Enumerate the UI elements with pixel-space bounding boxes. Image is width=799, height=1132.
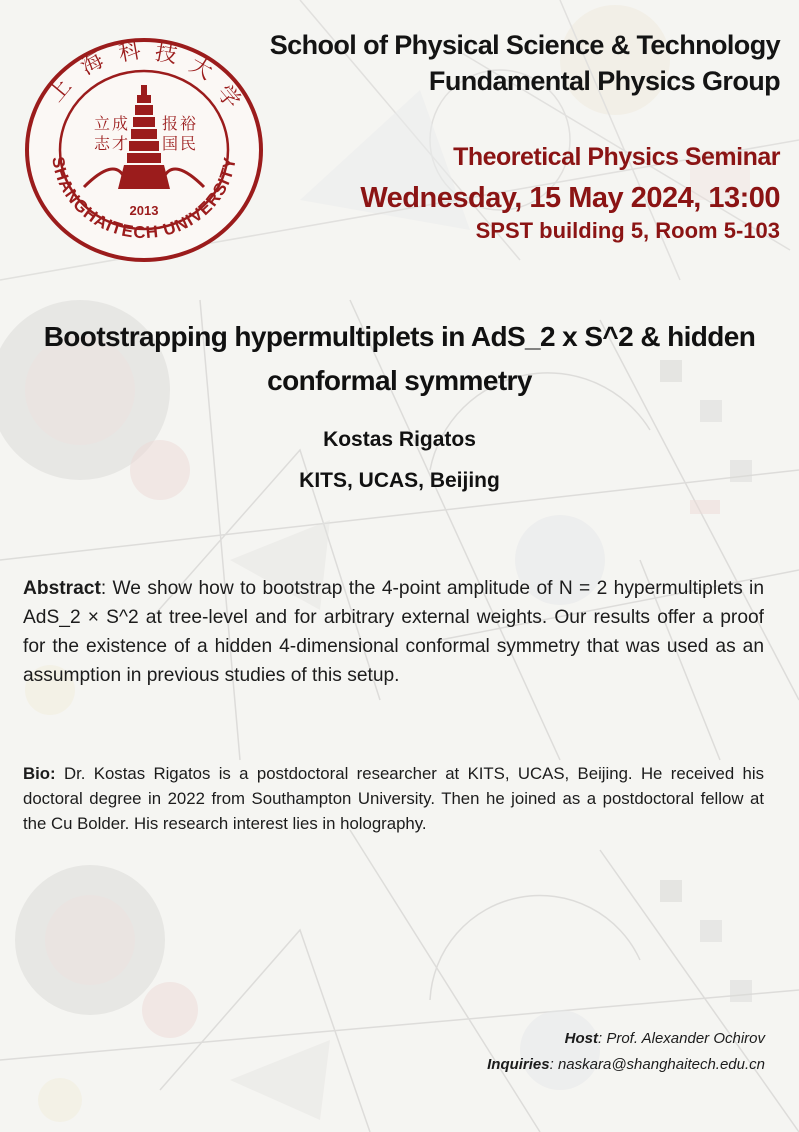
abstract: [23, 574, 764, 690]
seal-char: 科: [116, 38, 143, 67]
seal-motto: 志: [94, 134, 111, 153]
seal-motto: 裕: [180, 114, 197, 133]
university-seal-logo: [24, 37, 264, 263]
speaker-name: Kostas Rigatos: [323, 428, 476, 451]
seal-motto: 立: [94, 114, 111, 133]
inquiries-line: [487, 1056, 765, 1073]
host-line: [565, 1030, 765, 1047]
seal-year: 2013: [129, 203, 159, 218]
seal-motto: 报: [162, 114, 179, 133]
inquiries-label: Inquiries: [487, 1056, 550, 1073]
seal-motto: 成: [112, 114, 129, 133]
seal-motto: 才: [112, 134, 129, 153]
seal-char: 学: [211, 80, 245, 114]
host-value: : Prof. Alexander Ochirov: [597, 1030, 765, 1047]
seminar-series: Theoretical Physics Seminar: [453, 143, 780, 171]
bio-label: Bio:: [23, 764, 56, 783]
abstract-text: : We show how to bootstrap the 4-point amplitude of N = 2 hypermultiplets in AdS_2 × S^2 at tree-level and for arbitrary external weights. Our results offer a proof for the existence of a hidden 4-dimensional conformal symmetry that was used as an assumption in previous studies of this setup.: [23, 578, 764, 686]
talk-title: Bootstrapping hypermultiplets in AdS_2 x S^2 & hidden conformal symmetry: [43, 321, 756, 396]
bio: [23, 761, 764, 836]
inquiries-value: : naskara@shanghaitech.edu.cn: [549, 1056, 765, 1073]
seal-char: 技: [152, 40, 179, 69]
bio-text: Dr. Kostas Rigatos is a postdoctoral researcher at KITS, UCAS, Beijing. He received his doctoral degree in 2022 from Southampton University. Then he joined as a postdoctoral fellow at the Cu Bolder. His research interest lies in holography.: [23, 764, 764, 833]
school-name: School of Physical Science & Technology: [269, 30, 780, 60]
seal-motto: 民: [180, 134, 197, 153]
seminar-datetime: Wednesday, 15 May 2024, 13:00: [360, 182, 780, 214]
seal-char: 上: [43, 73, 77, 107]
host-label: Host: [564, 1030, 598, 1047]
seal-ring-text: SHANGHAITECH UNIVERSITY: [48, 155, 240, 243]
seal-char: 海: [76, 47, 109, 81]
header-block: [270, 28, 780, 99]
seminar-room: SPST building 5, Room 5-103: [475, 218, 780, 243]
group-name: Fundamental Physics Group: [428, 66, 780, 96]
abstract-label: Abstract: [23, 578, 101, 599]
seal-char: 大: [185, 52, 217, 86]
seal-motto: 国: [162, 134, 179, 153]
speaker-affiliation: KITS, UCAS, Beijing: [299, 469, 500, 492]
